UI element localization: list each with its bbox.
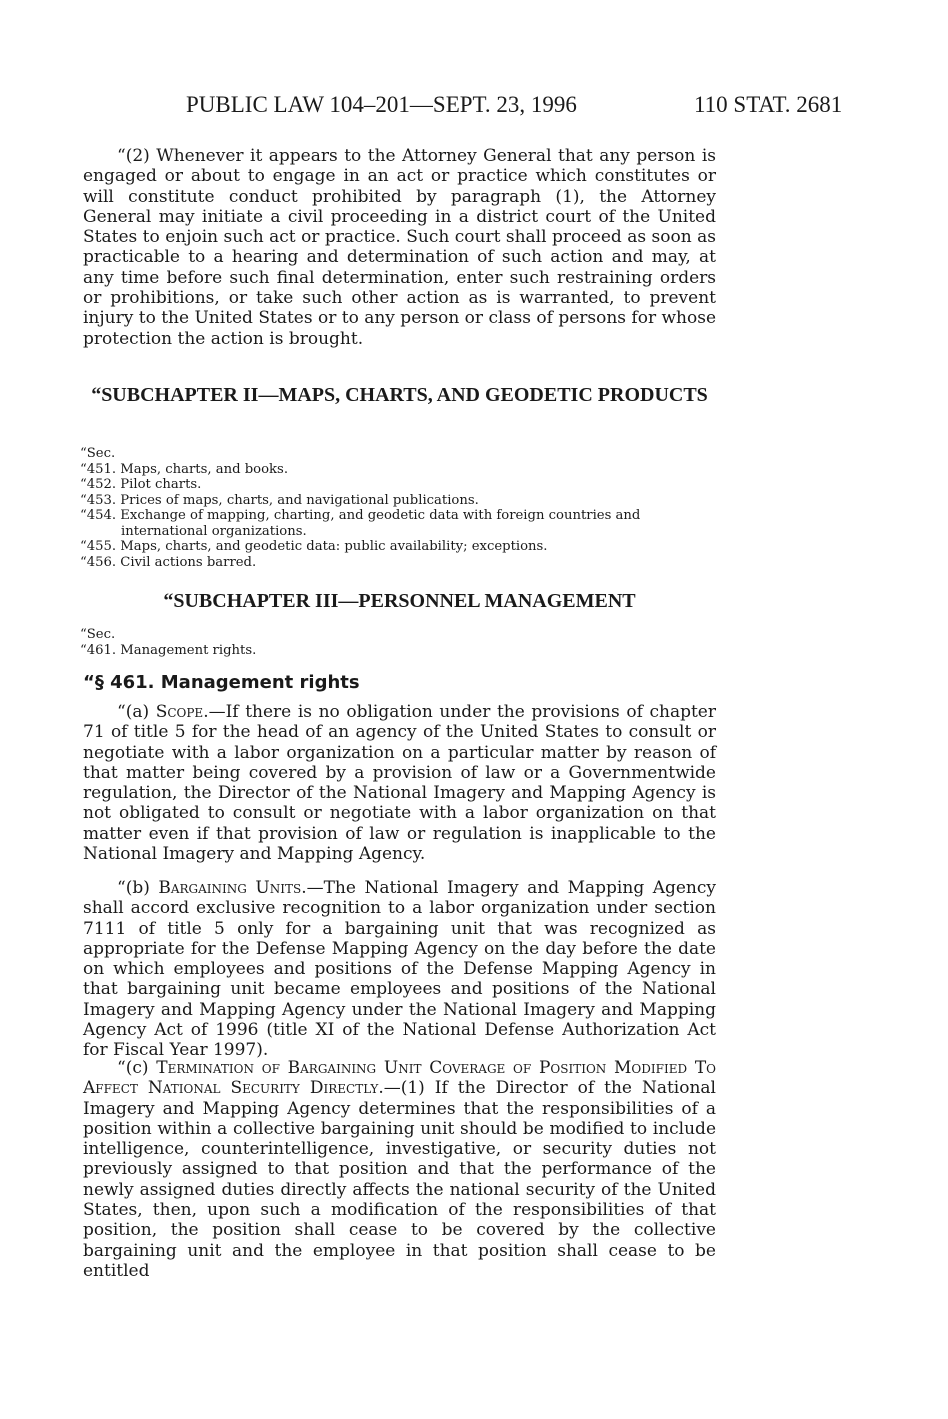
toc-entry: “452. Pilot charts. <box>80 477 202 492</box>
para-c-caption: Termination of Bargaining Unit Coverage of Position Modified To Affect National Security Directly <box>83 1058 716 1099</box>
para-c-text: (1) If the Director of the National Imagery and Mapping Agency determines that the responsibilities of a position within a collective bargaining unit should be modified to include intelligence, counterintelligence, investigative, or security duties not previously assigned to that position and that the performance of the newly assigned duties directly affects the national security of the United States, then, upon such a modification of the responsibilities of that position, the position shall cease to be covered by the collective bargaining unit and the employee in that position shall cease to be entitled <box>83 1078 716 1281</box>
subchapter-2-toc <box>80 446 720 570</box>
para-c-prefix: “(c) <box>117 1058 157 1078</box>
para-a-text: If there is no obligation under the provisions of chapter 71 of title 5 for the head of an agency of the United States to consult or negotiate with a labor organization on a particular matter by reason of that matter being covered by a provision of law or a Governmentwide regulation, the Director of the National Imagery and Mapping Agency is not obligated to consult or negotiate with a labor organization on that matter even if that provision of law or regulation is inapplicable to the National Imagery and Mapping Agency. <box>83 702 716 865</box>
subchapter-3-heading: “SUBCHAPTER III—PERSONNEL MANAGEMENT <box>163 590 636 612</box>
section-461-para-c <box>83 1058 716 1281</box>
toc-sec-label: “Sec. <box>80 627 116 642</box>
paragraph-2: “(2) Whenever it appears to the Attorney General that any person is engaged or about to engage in an act or practice which constitutes or will constitute conduct prohibited by paragraph (1), the Attorney General may initiate a civil proceeding in a district court of the United States to enjoin such act or practice. Such court shall proceed as soon as practicable to a hearing and determination of such action and may, at any time before such final determination, enter such restraining orders or prohibitions, or take such other action as is warranted, to prevent injury to the United States or to any person or class of persons for whose protection the action is brought. <box>83 146 717 349</box>
toc-entry: “453. Prices of maps, charts, and navigational publications. <box>80 492 479 508</box>
para-a-dash: .— <box>203 702 226 722</box>
section-461-heading: “§ 461. Management rights <box>83 672 360 693</box>
para-b-prefix: “(b) <box>117 878 159 898</box>
para-b-dash: .— <box>301 878 324 898</box>
subchapter-2-heading: “SUBCHAPTER II—MAPS, CHARTS, AND GEODETIC PRODUCTS <box>91 384 708 406</box>
toc-entry: “454. Exchange of mapping, charting, and geodetic data with foreign countries and international organizations. <box>80 508 641 539</box>
running-head-title: PUBLIC LAW 104–201—SEPT. 23, 1996 <box>186 92 577 117</box>
toc-entry: “461. Management rights. <box>80 642 257 658</box>
subchapter-3-toc <box>80 627 720 658</box>
para-a-caption: Scope <box>155 702 204 722</box>
para-a-prefix: “(a) <box>117 702 156 722</box>
toc-sec-label: “Sec. <box>80 446 116 461</box>
toc-entry: “455. Maps, charts, and geodetic data: public availability; exceptions. <box>80 539 548 554</box>
toc-entry: “456. Civil actions barred. <box>80 554 257 570</box>
para-b-caption: Bargaining Units <box>158 878 302 898</box>
section-461-para-a <box>83 702 716 864</box>
para-b-text: The National Imagery and Mapping Agency shall accord exclusive recognition to a labor organization under section 7111 of title 5 only for a bargaining unit that was recognized as appropriate for the Defense Mapping Agency on the day before the date on which employees and positions of the Defense Mapping Agency in that bargaining unit became employees and positions of the National Imagery and Mapping Agency under the National Imagery and Mapping Agency Act of 1996 (title XI of the National Defense Authorization Act for Fiscal Year 1997). <box>83 878 716 1061</box>
running-head-stat-page: 110 STAT. 2681 <box>694 92 843 117</box>
para-c-dash: .— <box>378 1078 401 1099</box>
section-461-para-b <box>83 878 716 1061</box>
running-head <box>0 92 948 122</box>
toc-entry: “451. Maps, charts, and books. <box>80 461 289 477</box>
